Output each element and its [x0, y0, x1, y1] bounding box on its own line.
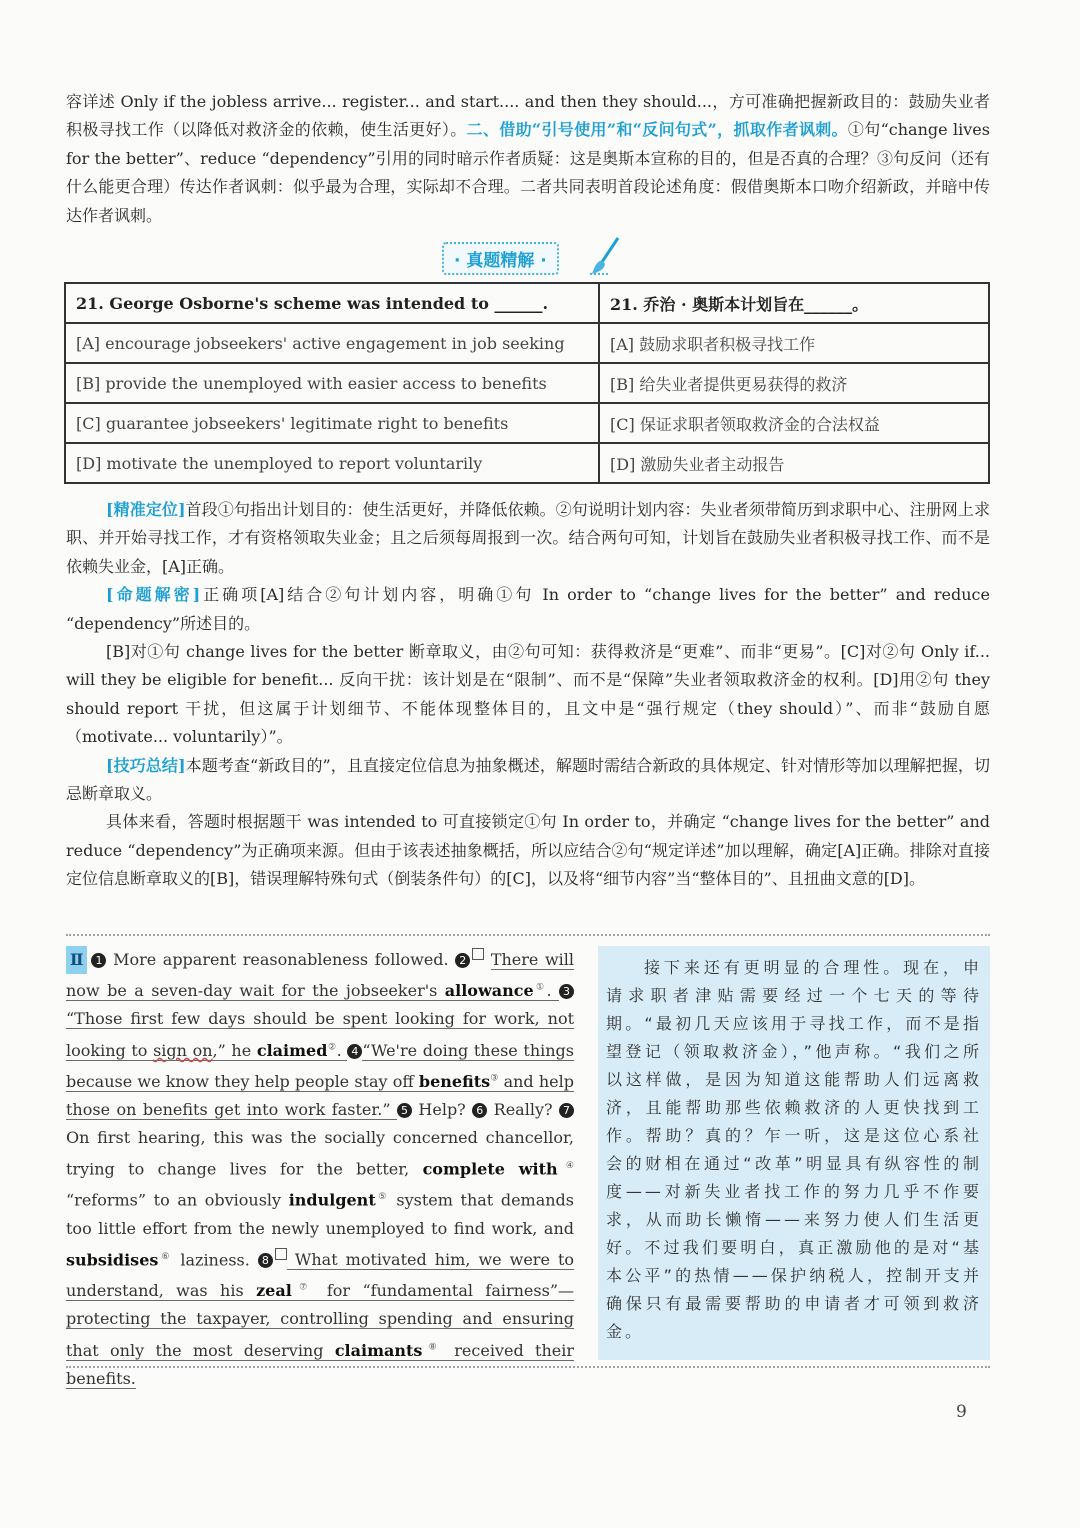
vocab-word: allowance	[444, 981, 534, 1001]
sentence-number: 6	[472, 1103, 487, 1118]
vocab-word: subsidises	[66, 1249, 159, 1269]
option-row	[65, 403, 989, 443]
vocab-word: zeal	[256, 1281, 292, 1301]
intro-text-2: ①句“change lives for the better”、reduce “dependency”引用的同时暗示作者质疑：这是奥斯本宣称的目的，但是否真的合理？③句反问（还有什么能更合理）传达作者讽刺：似乎最为合理，实际却不合理。二者共同表明首段论述角度：假借奥斯本口吻介绍新政，并暗中传达作者讽刺。	[66, 120, 990, 225]
note-box-icon	[275, 1248, 287, 1260]
vocab-ref: ②	[327, 1042, 337, 1053]
vocab-word: indulgent	[288, 1190, 376, 1210]
vocab-word: claimed	[256, 1040, 328, 1060]
sentence-text: system that demands too little effort from the newly unemployed to find work, and	[66, 1190, 575, 1238]
translation-box	[598, 946, 990, 1360]
vocab-ref: ③	[490, 1073, 499, 1084]
sentence-text: for “fundamental fairness”— protecting the taxpayer, controlling spending and ensuring that only the most deserving	[66, 1281, 575, 1360]
sentence-text: “We're doing these things because we know they help people stay off	[66, 1040, 574, 1091]
option-zh: [D] 激励失业者主动报告	[599, 443, 989, 483]
analysis-section	[66, 496, 990, 894]
analysis-text: 正确项[A]结合②句计划内容，明确①句 In order to “change lives for the better” and reduce “dependency”所述目的。	[66, 585, 990, 633]
analysis-tag: [技巧总结]	[106, 755, 186, 775]
section-banner-label: · 真题精解 ·	[442, 242, 559, 275]
intro-paragraph	[66, 88, 990, 230]
analysis-tag: [精准定位]	[106, 500, 186, 519]
analysis-distractors: [B]对①句 change lives for the better 断章取义，由②句可知：获得救济是“更难”、而非“更易”。[C]对②句 Only if... will they be eligible for benefit... 反向干扰：该计划是在“限制”、而不是“保障”失业者领取救济金的权利。[D]用②句 they should report 干扰，但这属于计划细节、不能体现整体目的，且文中是“强行规定（they should）”、而非“鼓励自愿（motivate... voluntarily）”。	[66, 642, 990, 747]
option-en: [D] motivate the unemployed to report voluntarily	[65, 443, 599, 483]
dotted-divider	[66, 934, 990, 936]
vocab-word: complete with	[422, 1159, 558, 1179]
vocab-ref: ⑤	[375, 1192, 389, 1203]
page-number: 9	[956, 1402, 967, 1422]
analysis-question-decode	[66, 581, 990, 638]
sentence-number: 1	[91, 953, 106, 968]
vocab-word: benefits	[418, 1071, 491, 1091]
vocab-ref: ⑦	[291, 1282, 315, 1293]
sentence-text: received their benefits.	[66, 1340, 574, 1388]
sentence-number: 2	[455, 953, 470, 968]
analysis-detail: 具体来看，答题时根据题干 was intended to 可直接锁定①句 In order to，并确定 “change lives for the better” and reduce “dependency”为正确项来源。但由于该表述抽象概括，所以应结合②句“规定详述”加以理解，确定[A]正确。排除对直接定位信息断章取义的[B]，错误理解特殊句式（倒装条件句）的[C]，以及将“细节内容”当“整体目的”、且扭曲文意的[D]。	[66, 812, 990, 889]
intro-highlight: 二、借助“引号使用”和“反问句式”，抓取作者讽刺。	[466, 120, 848, 140]
vocab-ref: ④	[557, 1160, 574, 1171]
reading-passage	[66, 946, 574, 1393]
sentence-text: On first hearing, this was the socially concerned chancellor, trying to change lives for the better,	[66, 1127, 574, 1179]
analysis-precise-location	[66, 496, 990, 581]
option-zh: [A] 鼓励求职者积极寻找工作	[599, 323, 989, 363]
sentence-text: .	[336, 1040, 348, 1060]
sentence-number: 8	[258, 1253, 273, 1268]
intro-text-1: 容详述 Only if the jobless arrive... register... and start.... and then they should...，方可准确把握新政目的：鼓励失业者积极寻找工作（以降低对救济金的依赖，使生活更好）。	[66, 92, 990, 140]
sentence-number: 4	[347, 1044, 362, 1059]
translation-text: 接下来还有更明显的合理性。现在，申请求职者津贴需要经过一个七天的等待期。“最初几天应该用于寻找工作，而不是指望登记（领取救济金），”他声称。“我们之所以这样做，是因为知道这能帮助人们远离救济，且能帮助那些依赖救济的人更快找到工作。帮助？真的？乍一听，这是这位心系社会的财相在通过“改革”明显具有纵容性的制度——对新失业者找工作的努力几乎不作要求，从而助长懒惰——来努力使人们生活更好。不过我们要明白，真正激励他的是对“基本公平”的热情——保护纳税人，控制开支并确保只有最需要帮助的申请者才可领到救济金。	[606, 958, 982, 1341]
question-stem-en: 21. George Osborne's scheme was intended to ______.	[65, 283, 599, 323]
sentence-text: Help?	[411, 1099, 473, 1119]
sentence-text: There will now be a seven-day wait for the jobseeker's	[66, 950, 575, 1001]
option-en: [C] guarantee jobseekers' legitimate right to benefits	[65, 403, 599, 443]
sentence-number: 7	[559, 1103, 574, 1118]
section-banner	[442, 238, 632, 272]
dotted-divider	[66, 1366, 990, 1368]
option-row	[65, 443, 989, 483]
option-zh: [B] 给失业者提供更易获得的救济	[599, 363, 989, 403]
sentence-number: 3	[559, 984, 574, 999]
analysis-skill-summary	[66, 752, 990, 809]
sentence-text: “reforms” to an obviously	[66, 1190, 289, 1210]
vocab-ref: ⑧	[422, 1342, 443, 1353]
sentence-text: “Those first few days should be spent looking for work, not looking to	[66, 1009, 574, 1060]
analysis-text: 本题考查“新政目的”，且直接定位信息为抽象概述，解题时需结合新政的具体规定、针对情形等加以理解把握，切忌断章取义。	[66, 755, 990, 804]
sentence-text: .	[546, 981, 560, 1001]
brush-icon	[588, 236, 622, 276]
option-zh: [C] 保证求职者领取救济金的合法权益	[599, 403, 989, 443]
vocab-phrase: sign on	[153, 1040, 213, 1060]
question-table	[64, 282, 990, 484]
sentence-text: Really?	[487, 1099, 560, 1119]
sentence-text: More apparent reasonableness followed.	[106, 950, 456, 969]
option-en: [A] encourage jobseekers' active engagement in job seeking	[65, 323, 599, 363]
analysis-text: 首段①句指出计划目的：使生活更好，并降低依赖。②句说明计划内容：失业者须带简历到求职中心、注册网上求职、并开始寻找工作，才有资格领取失业金；且之后须每周报到一次。结合两句可知，计划旨在鼓励失业者积极寻找工作、而不是依赖失业金，[A]正确。	[66, 500, 990, 576]
option-row	[65, 323, 989, 363]
question-stem-zh: 21. 乔治 · 奥斯本计划旨在______。	[599, 283, 989, 323]
sentence-text: and help those on benefits get into work faster.”	[66, 1071, 574, 1119]
sentence-text: ,” he	[212, 1040, 257, 1060]
analysis-tag: [命题解密]	[106, 585, 201, 605]
sentence-text: laziness.	[172, 1249, 258, 1269]
paragraph-marker: Ⅱ	[66, 946, 87, 974]
option-en: [B] provide the unemployed with easier access to benefits	[65, 363, 599, 403]
vocab-word: claimants	[334, 1340, 423, 1360]
vocab-ref: ⑥	[158, 1251, 173, 1262]
vocab-ref: ①	[533, 983, 547, 993]
option-row	[65, 363, 989, 403]
sentence-text: What motivated him, we were to understand, was his	[66, 1249, 575, 1301]
note-box-icon	[472, 948, 484, 960]
question-stem-row	[65, 283, 989, 323]
sentence-number: 5	[397, 1103, 412, 1118]
